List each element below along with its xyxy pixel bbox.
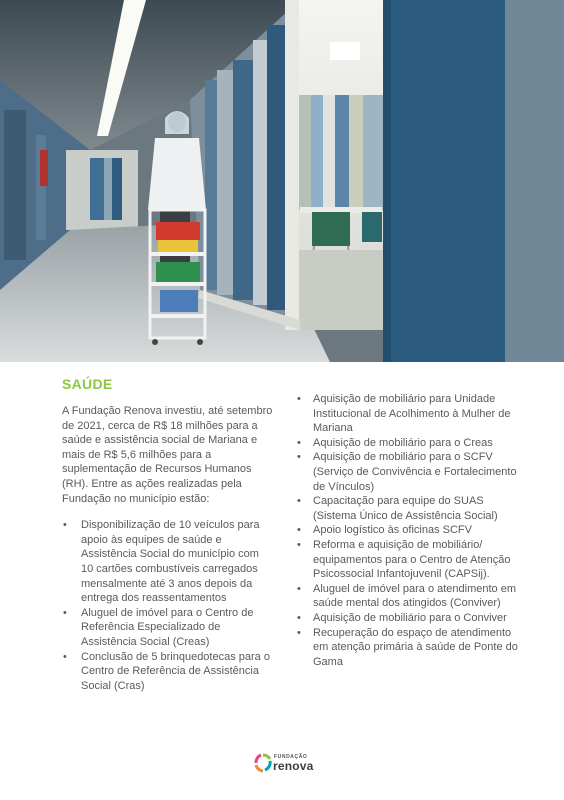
section-title: SAÚDE: [62, 376, 113, 392]
right-bullet-list: [296, 392, 526, 669]
list-item: • Disponibilização de 10 veículos para apoio às equipes de saúde e Assistência Social do município com 10 cartões combustíveis carregados mensalmente até 3 anos depois da entrega dos reassentamentos: [62, 518, 274, 606]
list-item: • Aquisição de mobiliário para o SCFV (Serviço de Convivência e Fortalecimento de Vínculos): [296, 450, 526, 494]
corridor-illustration: [0, 0, 564, 362]
list-item: • Aquisição de mobiliário para o Creas: [296, 436, 526, 451]
left-column: [62, 404, 274, 693]
list-item: • Reforma e aquisição de mobiliário/ equipamentos para o Centro de Atenção Psicossocial Infantojuvenil (CAPSij).: [296, 538, 526, 582]
list-item: • Aluguel de imóvel para o Centro de Referência Especializado de Assistência Social (Creas): [62, 606, 274, 650]
logo-name: renova: [273, 759, 314, 773]
list-item: • Capacitação para equipe do SUAS (Sistema Único de Assistência Social): [296, 494, 526, 523]
list-item: • Aquisição de mobiliário para o Conviver: [296, 611, 526, 626]
left-bullet-list: [62, 518, 274, 693]
list-item: • Aluguel de imóvel para o atendimento em saúde mental dos atingidos (Conviver): [296, 582, 526, 611]
renova-mark-icon: [254, 753, 272, 773]
list-item: • Conclusão de 5 brinquedotecas para o Centro de Referência de Assistência Social (Cras): [62, 650, 274, 694]
list-item: • Apoio logístico às oficinas SCFV: [296, 523, 526, 538]
hero-photo: [0, 0, 564, 362]
list-item: • Recuperação do espaço de atendimento em atenção primária à saúde de Ponte do Gama: [296, 626, 526, 670]
renova-logo: [254, 753, 320, 775]
right-column: [296, 392, 526, 669]
intro-paragraph: A Fundação Renova investiu, até setembro de 2021, cerca de R$ 18 milhões para a saúde e assistência social de Mariana e mais de R$ 5,6 milhões para a suplementação de Recursos Humanos (RH). Entre as ações realizadas pela Fundação no município estão:: [62, 405, 273, 505]
list-item: • Aquisição de mobiliário para Unidade Institucional de Acolhimento à Mulher de Mariana: [296, 392, 526, 436]
logo-small-text: FUNDAÇÃO: [274, 754, 308, 760]
